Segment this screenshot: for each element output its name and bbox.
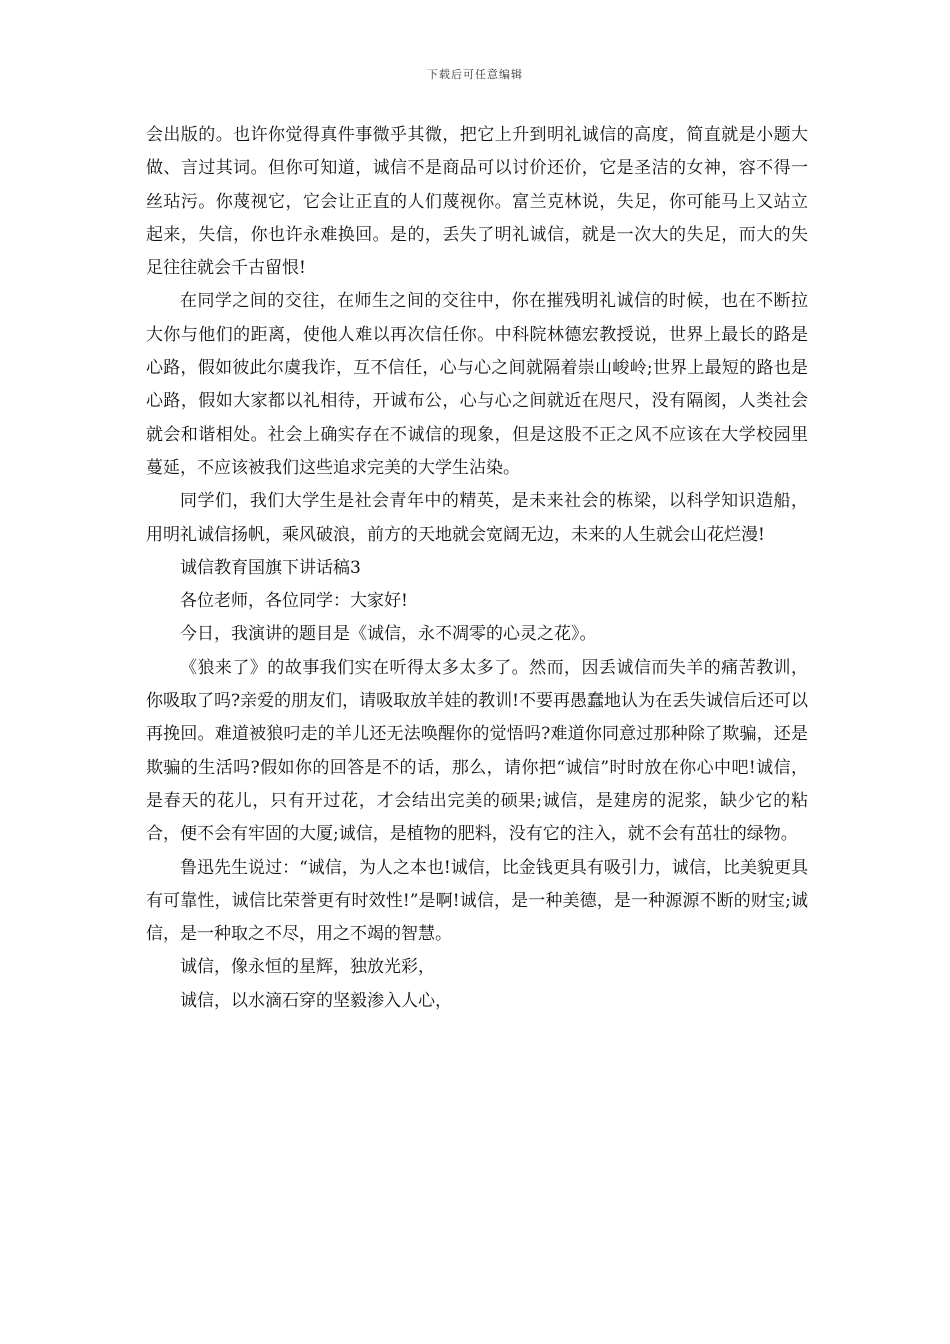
paragraph: 诚信，以水滴石穿的坚毅渗入人心， bbox=[180, 990, 452, 1011]
paragraph: 会出版的。也许你觉得真件事微乎其微，把它上升到明礼诚信的高度，简直就是小题大做、言过其词。但你可知道，诚信不是商品可以讨价还价，它是圣洁的女神，容不得一丝玷污。你蔑视它，它会让正直的人们蔑视你。富兰克林说，失足，你可能马上又站立起来，失信，你也许永难换回。是的，丢失了明礼诚信，就是一次大的失足，而大的失足往往就会千古留恨! bbox=[146, 125, 808, 279]
paragraph: 鲁迅先生说过：“诚信，为人之本也!诚信，比金钱更具有吸引力，诚信，比美貌更具有可靠性，诚信比荣誉更有时效性!”是啊!诚信，是一种美德，是一种源源不断的财宝;诚信，是一种取之不尽，用之不竭的智慧。 bbox=[146, 857, 808, 945]
greeting: 各位老师，各位同学：大家好! bbox=[180, 591, 408, 612]
paragraph: 《狼来了》的故事我们实在听得太多太多了。然而，因丢诚信而失羊的痛苦教训，你吸取了吗?亲爱的朋友们，请吸取放羊娃的教训!不要再愚蠢地认为在丢失诚信后还可以再挽回。难道被狼叼走的羊儿还无法唤醒你的觉悟吗?难道你同意过那种除了欺骗，还是欺骗的生活吗?假如你的回答是不的话，那么，请你把“诚信”时时放在你心中吧!诚信，是春天的花儿，只有开过花，才会结出完美的硕果;诚信，是建房的泥浆，缺少它的粘合，便不会有牢固的大厦;诚信，是植物的肥料，没有它的注入，就不会有茁壮的绿物。 bbox=[146, 657, 808, 845]
paragraph: 今日，我演讲的题目是《诚信，永不凋零的心灵之花》。 bbox=[180, 624, 597, 645]
paragraph: 诚信，像永恒的星辉，独放光彩， bbox=[180, 957, 435, 978]
paragraph: 同学们，我们大学生是社会青年中的精英，是未来社会的栋梁，以科学知识造船，用明礼诚信扬帆，乘风破浪，前方的天地就会宽阔无边，未来的人生就会山花烂漫! bbox=[146, 491, 808, 545]
paragraph: 在同学之间的交往，在师生之间的交往中，你在摧残明礼诚信的时候，也在不断拉大你与他们的距离，使他人难以再次信任你。中科院林德宏教授说，世界上最长的路是心路，假如彼此尔虞我诈，互不信任，心与心之间就隔着崇山峻岭;世界上最短的路也是心路，假如大家都以礼相待，开诚布公，心与心之间就近在咫尺，没有隔阂，人类社会就会和谐相处。社会上确实存在不诚信的现象，但是这股不正之风不应该在大学校园里蔓延，不应该被我们这些追求完美的大学生沾染。 bbox=[146, 291, 808, 478]
section-title: 诚信教育国旗下讲话稿3 bbox=[180, 557, 361, 578]
document-body bbox=[146, 119, 808, 1018]
header-note: 下载后可任意编辑 bbox=[427, 68, 523, 81]
